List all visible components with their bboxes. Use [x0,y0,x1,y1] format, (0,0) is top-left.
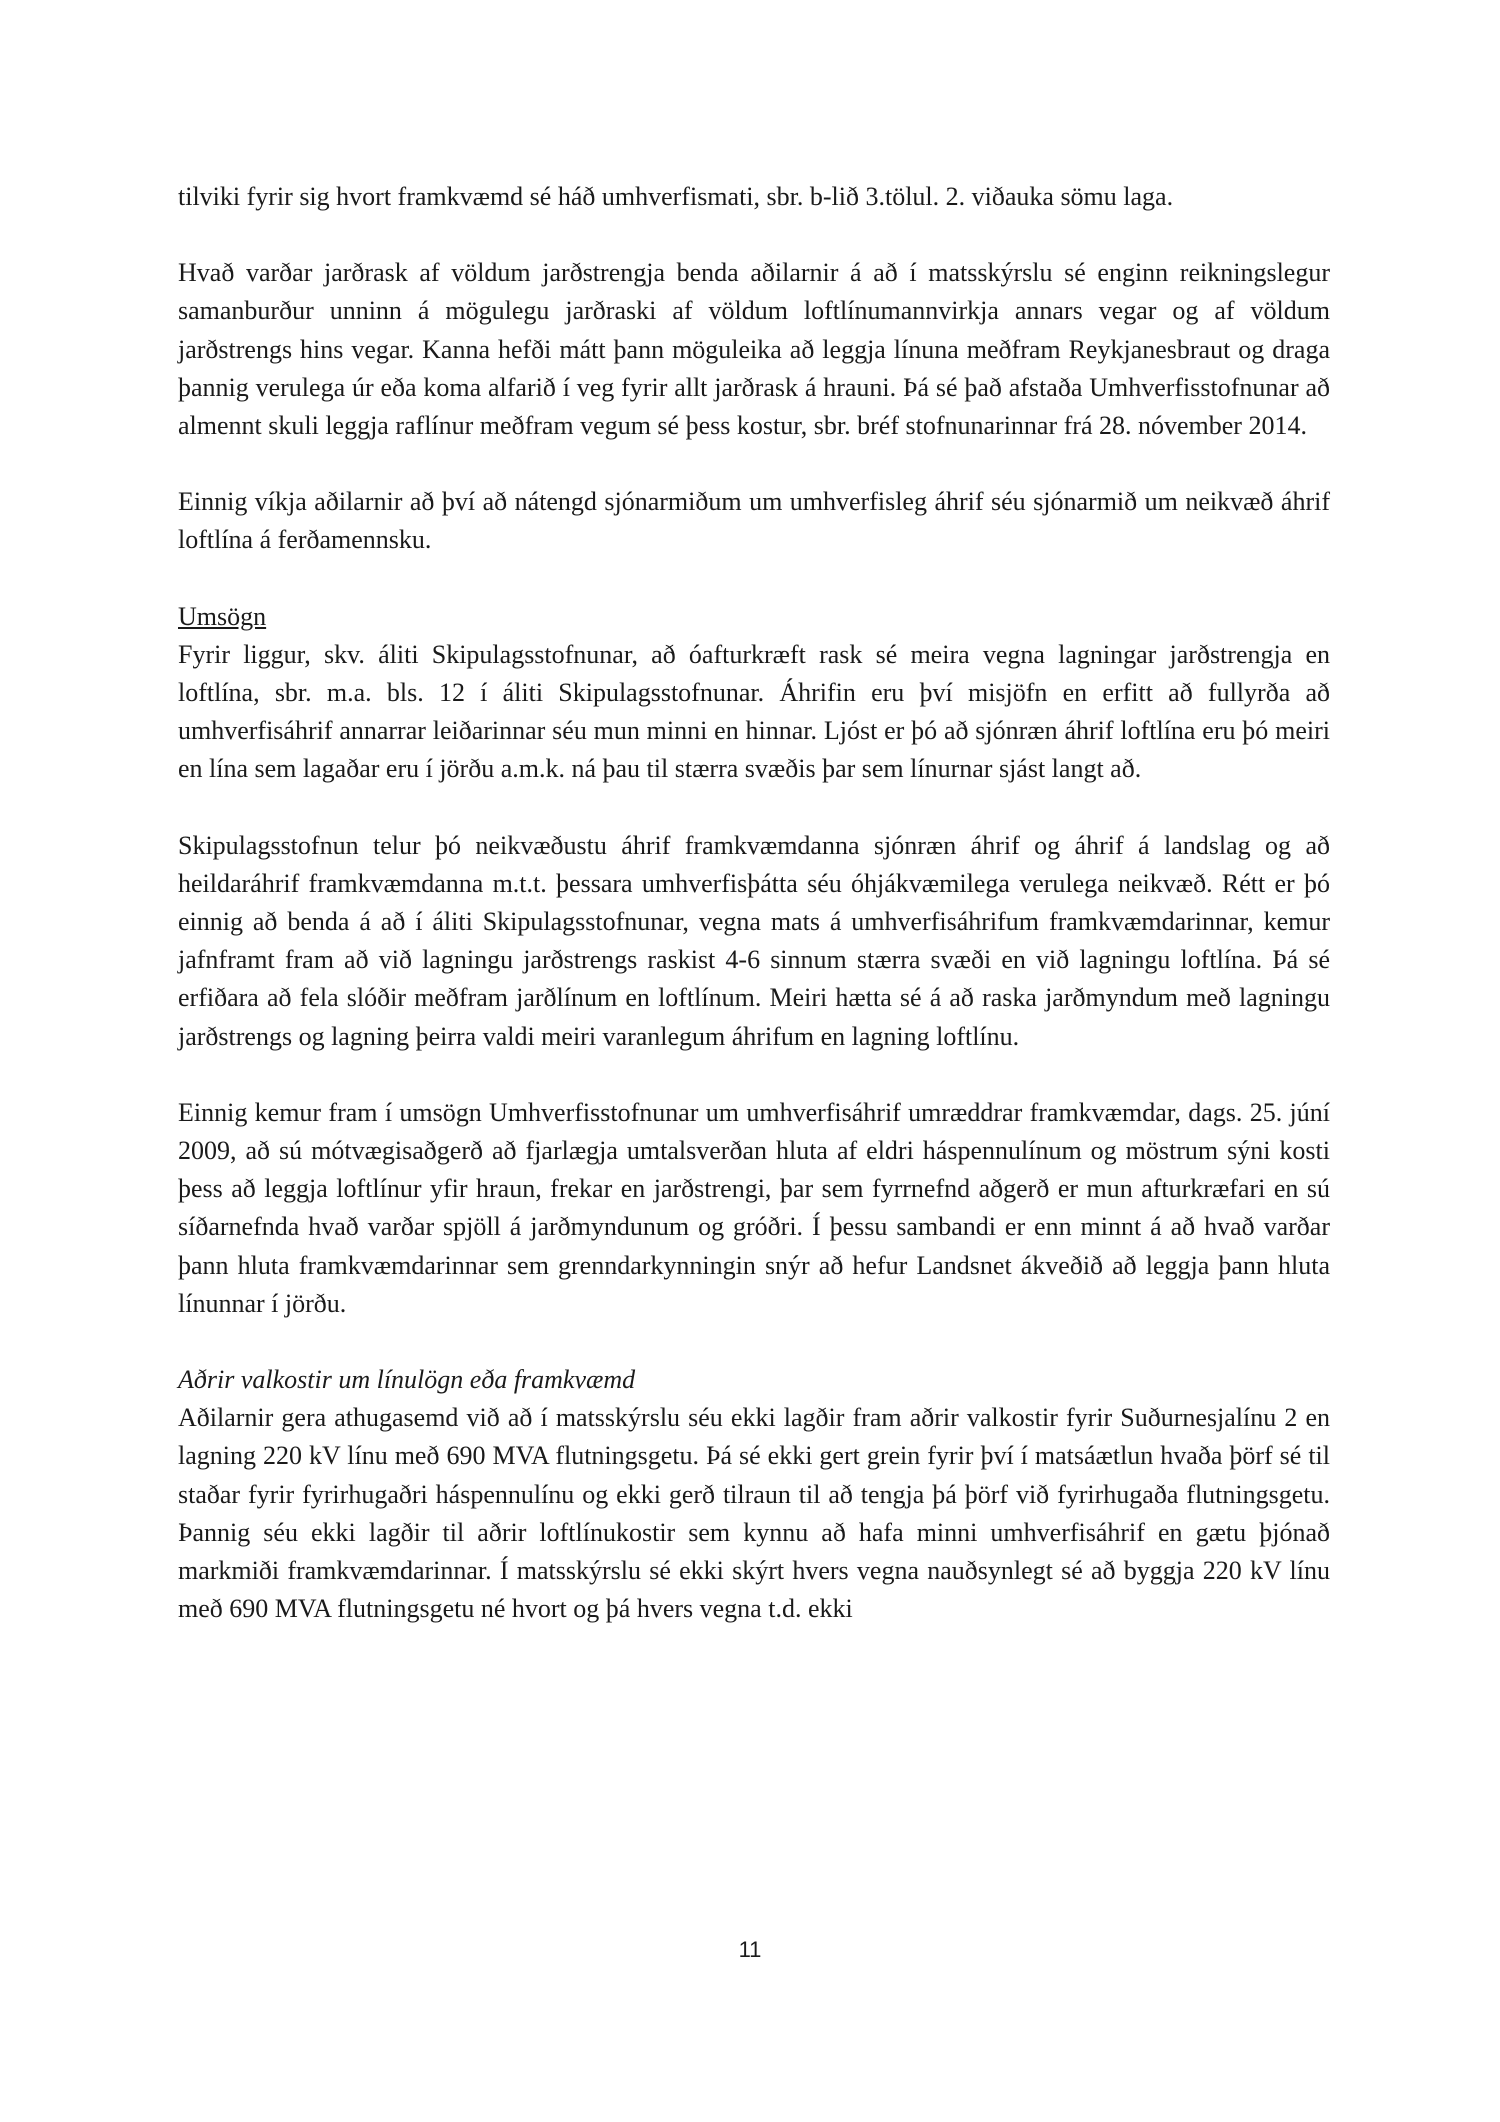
paragraph-umsogn-3: Einnig kemur fram í umsögn Umhverfisstofnunar um umhverfisáhrif umræddrar framkvæmdar, dags. 25. júní 2009, að sú mótvægisaðgerð að fjarlægja umtalsverðan hluta af eldri háspennulínum og möstrum sýni kosti þess að leggja loftlínur yfir hraun, frekar en jarðstrengi, þar sem fyrrnefnd aðgerð er mun afturkræfari en sú síðarnefnda hvað varðar spjöll á jarðmyndunum og gróðri. Í þessu sambandi er enn minnt á að hvað varðar þann hluta framkvæmdarinnar sem grenndarkynningin snýr að hefur Landsnet ákveðið að leggja þann hluta línunnar í jörðu. [178,1097,1330,1318]
paragraph-intro-1: tilviki fyrir sig hvort framkvæmd sé háð umhverfismati, sbr. b-lið 3.tölul. 2. viðauka sömu laga. [178,182,1174,211]
paragraph-valkostir-1: Aðilarnir gera athugasemd við að í matsskýrslu séu ekki lagðir fram aðrir valkostir fyrir Suðurnesjalínu 2 en lagning 220 kV línu með 690 MVA flutningsgetu. Þá sé ekki gert grein fyrir því í matsáætlun hvaða þörf sé til staðar fyrir fyrirhugaðri háspennulínu og ekki gerð tilraun til að tengja þá þörf við fyrirhugaða flutningsgetu. Þannig séu ekki lagðir til aðrir loftlínukostir sem kynnu að hafa minni umhverfisáhrif en gætu þjónað markmiði framkvæmdarinnar. Í matsskýrslu sé ekki skýrt hvers vegna nauðsynlegt sé að byggja 220 kV línu með 690 MVA flutningsgetu né hvort og þá hvers vegna t.d. ekki [178,1403,1330,1624]
paragraph-intro-2: Hvað varðar jarðrask af völdum jarðstrengja benda aðilarnir á að í matsskýrslu sé enginn reikningslegur samanburður unninn á mögulegu jarðraski af völdum loftlínumannvirkja annars vegar og af völdum jarðstrengs hins vegar. Kanna hefði mátt þann möguleika að leggja línuna meðfram Reykjanesbraut og draga þannig verulega úr eða koma alfarið í veg fyrir allt jarðrask á hrauni. Þá sé það afstaða Umhverfisstofnunar að almennt skuli leggja raflínur meðfram vegum sé þess kostur, sbr. bréf stofnunarinnar frá 28. nóvember 2014. [178,258,1330,441]
paragraph-umsogn-1: Fyrir liggur, skv. áliti Skipulagsstofnunar, að óafturkræft rask sé meira vegna lagningar jarðstrengja en loftlína, sbr. m.a. bls. 12 í áliti Skipulagsstofnunar. Áhrifin eru því misjöfn en erfitt að fullyrða að umhverfisáhrif annarrar leiðarinnar séu mun minni en hinnar. Ljóst er þó að sjónræn áhrif loftlína eru þó meiri en lína sem lagaðar eru í jörðu a.m.k. ná þau til stærra svæðis þar sem línurnar sjást langt að. [178,639,1330,784]
section-heading-umsogn: Umsögn [178,601,267,631]
paragraph-umsogn-2: Skipulagsstofnun telur þó neikvæðustu áhrif framkvæmdanna sjónræn áhrif og áhrif á landslag og að heildaráhrif framkvæmdanna m.t.t. þessara umhverfisþátta séu óhjákvæmilega verulega neikvæð. Rétt er þó einnig að benda á að í áliti Skipulagsstofnunar, vegna mats á umhverfisáhrifum framkvæmdarinnar, kemur jafnframt fram að við lagningu jarðstrengs raskist 4-6 sinnum stærra svæði en við lagningu loftlína. Þá sé erfiðara að fela slóðir meðfram jarðlínum en loftlínum. Meiri hætta sé á að raska jarðmyndum með lagningu jarðstrengs og lagning þeirra valdi meiri varanlegum áhrifum en lagning loftlínu. [178,830,1330,1051]
document-page [178,178,1330,1629]
section-umsogn [178,598,1330,1323]
section-heading-valkostir: Aðrir valkostir um línulögn eða framkvæmd [178,1365,636,1395]
paragraph-intro-3: Einnig víkja aðilarnir að því að nátengd sjónarmiðum um umhverfisleg áhrif séu sjónarmið um neikvæð áhrif loftlína á ferðamennsku. [178,487,1330,555]
section-valkostir [178,1361,1330,1628]
page-number: 11 [738,1937,762,1962]
